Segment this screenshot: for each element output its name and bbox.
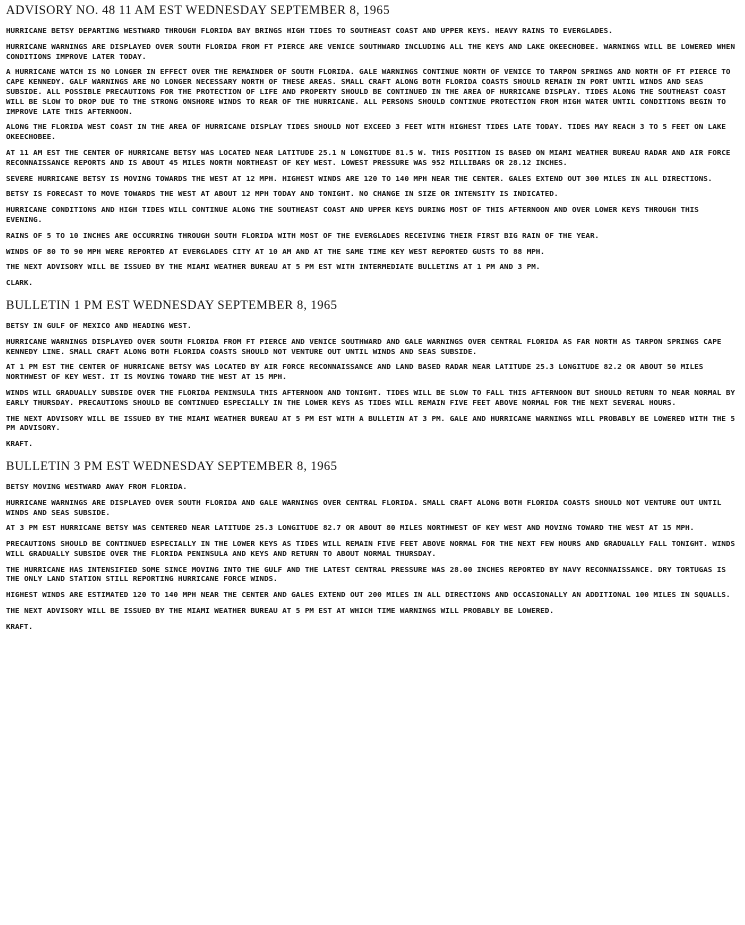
bulletin-3pm-section bbox=[6, 459, 739, 632]
paragraph: PRECAUTIONS SHOULD BE CONTINUED ESPECIALLY IN THE LOWER KEYS AS TIDES WILL REMAIN FIVE FEET ABOVE NORMAL FOR THE NEXT FEW HOURS AND GRADUALLY FALL TONIGHT. WINDS WILL GRADUALLY SUBSIDE OVER THE FLORIDA PENINSULA AND KEYS AND RETURN TO ABOUT NORMAL THURSDAY. bbox=[6, 539, 735, 558]
paragraph: WINDS OF 80 TO 90 MPH WERE REPORTED AT EVERGLADES CITY AT 10 AM AND AT THE SAME TIME KEY WEST REPORTED GUSTS TO 88 MPH. bbox=[6, 246, 545, 256]
paragraph: AT 11 AM EST THE CENTER OF HURRICANE BETSY WAS LOCATED NEAR LATITUDE 25.1 N LONGITUDE 81.5 W. THIS POSITION IS BASED ON MIAMI WEATHER BUREAU RADAR AND AIR FORCE RECONNAISSANCE REPORTS AND IS ABOUT 45 MILES NORTH NORTHEAST OF KEY WEST. LOWEST PRESSURE WAS 952 MILLIBARS OR 28.12 INCHES. bbox=[6, 147, 731, 167]
bulletin-1pm-section bbox=[6, 298, 739, 449]
paragraph: WINDS WILL GRADUALLY SUBSIDE OVER THE FLORIDA PENINSULA THIS AFTERNOON AND TONIGHT. TIDES WILL BE SLOW TO FALL THIS AFTERNOON BUT SHOULD RETURN TO NEAR NORMAL BY EARLY THURSDAY. PRECAUTIONS SHOULD BE CONTINUED ESPECIALLY IN THE LOWER KEYS AS TIDES WILL REMAIN FIVE FEET ABOVE NORMAL FOR THE NEXT SEVERAL HOURS. bbox=[6, 387, 735, 407]
paragraph: THE NEXT ADVISORY WILL BE ISSUED BY THE MIAMI WEATHER BUREAU AT 5 PM EST WITH INTERMEDIATE BULLETINS AT 1 PM AND 3 PM. bbox=[6, 262, 541, 272]
signature: KRAFT. bbox=[6, 439, 33, 449]
paragraph: BETSY MOVING WESTWARD AWAY FROM FLORIDA. bbox=[6, 481, 188, 491]
paragraph: HURRICANE BETSY DEPARTING WESTWARD THROUGH FLORIDA BAY BRINGS HIGH TIDES TO SOUTHEAST COAST AND UPPER KEYS. HEAVY RAINS TO EVERGLADES. bbox=[6, 26, 613, 35]
paragraph: BETSY IN GULF OF MEXICO AND HEADING WEST. bbox=[6, 320, 192, 330]
advisory-48-section bbox=[6, 3, 739, 288]
paragraph: BETSY IS FORECAST TO MOVE TOWARDS THE WEST AT ABOUT 12 MPH TODAY AND TONIGHT. NO CHANGE IN SIZE OR INTENSITY IS INDICATED. bbox=[6, 189, 559, 199]
signature: CLARK. bbox=[6, 278, 33, 288]
paragraph: AT 1 PM EST THE CENTER OF HURRICANE BETSY WAS LOCATED BY AIR FORCE RECONNAISSANCE AND LAND BASED RADAR NEAR LATITUDE 25.3 LONGITUDE 82.2 OR ABOUT 50 MILES NORTHWEST OF KEY WEST. IT IS MOVING TOWARD THE WEST AT 15 MPH. bbox=[6, 362, 704, 382]
section-heading: ADVISORY NO. 48 11 AM EST WEDNESDAY SEPTEMBER 8, 1965 bbox=[6, 3, 390, 17]
paragraph: THE HURRICANE HAS INTENSIFIED SOME SINCE MOVING INTO THE GULF AND THE LATEST CENTRAL PRESSURE WAS 28.00 INCHES REPORTED BY NAVY RECONNAISSANCE. DRY TORTUGAS IS THE ONLY LAND STATION STILL REPORTING HURRICANE FORCE WINDS. bbox=[6, 564, 726, 584]
paragraph: HURRICANE WARNINGS ARE DISPLAYED OVER SOUTH FLORIDA FROM FT PIERCE ARE VENICE SOUTHWARD INCLUDING ALL THE KEYS AND LAKE OKEECHOBEE. WARNINGS WILL BE LOWERED WHEN CONDITIONS IMPROVE LATER TODAY. bbox=[6, 41, 735, 61]
paragraph: THE NEXT ADVISORY WILL BE ISSUED BY THE MIAMI WEATHER BUREAU AT 5 PM EST WITH A BULLETIN AT 3 PM. GALE AND HURRICANE WARNINGS WILL PROBABLY BE LOWERED WITH THE 5 PM ADVISORY. bbox=[6, 413, 735, 433]
section-heading: BULLETIN 3 PM EST WEDNESDAY SEPTEMBER 8, 1965 bbox=[6, 458, 338, 473]
paragraph: ALONG THE FLORIDA WEST COAST IN THE AREA OF HURRICANE DISPLAY TIDES SHOULD NOT EXCEED 3 FEET WITH HIGHEST TIDES LATE TODAY. TIDES MAY REACH 3 TO 5 FEET ON LAKE OKEECHOBEE. bbox=[6, 122, 726, 142]
paragraph: HURRICANE WARNINGS DISPLAYED OVER SOUTH FLORIDA FROM FT PIERCE AND VENICE SOUTHWARD AND GALE WARNINGS OVER CENTRAL FLORIDA AS FAR NORTH AS TARPON SPRINGS CAPE KENNEDY LINE. SMALL CRAFT ALONG BOTH FLORIDA COASTS SHOULD NOT VENTURE OUT UNTIL WINDS AND SEAS SUBSIDE. bbox=[6, 336, 722, 356]
paragraph: RAINS OF 5 TO 10 INCHES ARE OCCURRING THROUGH SOUTH FLORIDA WITH MOST OF THE EVERGLADES RECEIVING THEIR FIRST BIG RAIN OF THE YEAR. bbox=[6, 230, 600, 240]
paragraph: HURRICANE WARNINGS ARE DISPLAYED OVER SOUTH FLORIDA AND GALE WARNINGS OVER CENTRAL FLORIDA. SMALL CRAFT ALONG BOTH FLORIDA COASTS SHOULD NOT VENTURE OUT UNTIL WINDS AND SEAS SUBSIDE. bbox=[6, 497, 722, 517]
paragraph: HIGHEST WINDS ARE ESTIMATED 120 TO 140 MPH NEAR THE CENTER AND GALES EXTEND OUT 200 MILES IN ALL DIRECTIONS AND OCCASIONALLY AN ADDITIONAL 100 MILES IN SQUALLS. bbox=[6, 590, 731, 600]
paragraph: AT 3 PM EST HURRICANE BETSY WAS CENTERED NEAR LATITUDE 25.3 LONGITUDE 82.7 OR ABOUT 80 MILES NORTHWEST OF KEY WEST AND MOVING TOWARD THE WEST AT 15 MPH. bbox=[6, 523, 695, 533]
paragraph: THE NEXT ADVISORY WILL BE ISSUED BY THE MIAMI WEATHER BUREAU AT 5 PM EST AT WHICH TIME WARNINGS WILL PROBABLY BE LOWERED. bbox=[6, 606, 554, 616]
signature: KRAFT. bbox=[6, 621, 33, 631]
paragraph: HURRICANE CONDITIONS AND HIGH TIDES WILL CONTINUE ALONG THE SOUTHEAST COAST AND UPPER KEYS DURING MOST OF THIS AFTERNOON AND OVER LOWER KEYS THROUGH THIS EVENING. bbox=[6, 205, 699, 224]
paragraph: SEVERE HURRICANE BETSY IS MOVING TOWARDS THE WEST AT 12 MPH. HIGHEST WINDS ARE 120 TO 140 MPH NEAR THE CENTER. GALES EXTEND OUT 300 MILES IN ALL DIRECTIONS. bbox=[6, 173, 713, 183]
section-heading: BULLETIN 1 PM EST WEDNESDAY SEPTEMBER 8, 1965 bbox=[6, 297, 338, 312]
paragraph: A HURRICANE WATCH IS NO LONGER IN EFFECT OVER THE REMAINDER OF SOUTH FLORIDA. GALE WARNINGS CONTINUE NORTH OF VENICE TO TARPON SPRINGS AND NORTH OF FT PIERCE TO CAPE KENNEDY. GALF WARNINGS ARE NO LONGER NECESSARY NORTH OF THESE AREAS. SMALL CRAFT ALONG BOTH FLORIDA COASTS SHOULD REMAIN IN PORT UNTIL WINDS AND SEAS SUBSIDE. ALL POSSIBLE PRECAUTIONS FOR THE PROTECTION OF LIFE AND PROPERTY SHOULD BE CONTINUED IN THE AREA OF HURRICANE DISPLAY. TIDES ALONG THE SOUTHEAST COAST WILL BE SLOW TO DROP DUE TO THE STRONG ONSHORE WINDS TO REAR OF THE HURRICANE. ALL PERSONS SHOULD CONTINUE PROTECTION FROM HIGH WATER UNTIL CONDITIONS BEGIN TO IMPROVE LATE THIS AFTERNOON. bbox=[6, 67, 731, 116]
